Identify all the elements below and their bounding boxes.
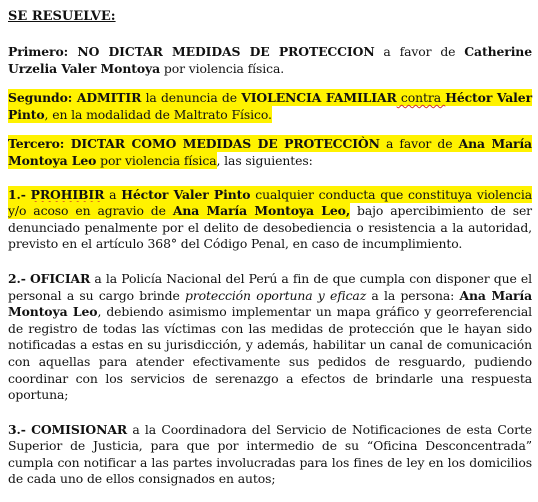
segundo-contra: contra: [396, 90, 446, 106]
tercero-mid: a favor de: [379, 136, 459, 152]
paragraph-tercero: [8, 136, 532, 169]
tercero-name: Ana María Montoya Leo: [8, 136, 532, 168]
primero-mid: a favor de: [374, 44, 465, 59]
section-heading: SE RESUELVE:: [8, 9, 116, 24]
measure-3-verb: COMISIONAR: [31, 421, 128, 437]
measure-2-b: a la persona:: [366, 287, 460, 303]
paragraph-primero: [8, 44, 532, 77]
segundo-admitir: ADMITIR: [72, 90, 142, 106]
measure-3-num: 3.-: [8, 421, 26, 437]
primero-lead: Primero: NO DICTAR MEDIDAS DE PROTECCION: [8, 44, 375, 59]
measure-1-num: 1.-: [8, 186, 26, 202]
measure-3-rest: a la Coordinadora del Servicio de Notificaciones de esta Corte Superior de Justicia, para que por intermedio de su “Oficina Desconcentrada” cumpla con notificar a las partes involucradas para los fines de ley en los domicilios de cada uno de ellos consignados en autos;: [8, 421, 532, 487]
measure-2-name: Ana María Montoya Leo: [8, 287, 533, 320]
measure-2: [8, 271, 532, 404]
measure-1-name2: Ana María Montoya Leo,: [172, 203, 351, 219]
measure-1: [8, 187, 532, 253]
measure-2-verb: OFICIAR: [29, 270, 91, 286]
measure-2-italic: protección oportuna y eficaz: [185, 287, 367, 303]
segundo-tail: , en la modalidad de Maltrato Físico.: [44, 106, 272, 122]
segundo-highlight: [8, 89, 532, 123]
measure-3: [8, 422, 532, 488]
tercero-tail: por violencia física: [96, 152, 217, 168]
measure-2-rest: , debiendo asimismo implementar un mapa gráfico y georreferencial de registro de todas las víctimas con las medidas de protección que le hayan sido notificadas a estas en su jurisdicción, y además, habilitar un canal de comunicación con aquellas para atender efectivamente sus pedidos de resguardo, pudiendo coordinar con los servicios de serenazgo a efectos de brindarle una respuesta oportuna;: [8, 304, 532, 403]
resolution-document: [8, 2, 532, 488]
segundo-name: Héctor Valer Pinto: [8, 90, 533, 122]
measure-1-rest: bajo apercibimiento de ser denunciado penalmente por el delito de desobediencia o resistencia a la autoridad, previsto en el artículo 368° del Código Penal, en caso de incumplimiento.: [8, 203, 533, 252]
tercero-tail2: , las siguientes:: [216, 152, 313, 168]
primero-tail: por violencia física.: [160, 60, 285, 76]
paragraph-segundo: [8, 90, 532, 123]
tercero-lead: Tercero: DICTAR COMO MEDIDAS DE PROTECCIÒN: [8, 136, 380, 152]
measure-1-b: cualquier conducta que constituya violencia y/o acoso en agravio de: [8, 186, 533, 219]
measure-1-verb: PROHIBIR: [30, 186, 105, 202]
segundo-violencia: VIOLENCIA FAMILIAR: [241, 90, 397, 106]
segundo-text-b: la denuncia de: [141, 90, 242, 106]
measure-2-a: a la Policía Nacional del Perú a fin de que cumpla con disponer que el personal a su cargo brinde: [8, 270, 532, 303]
segundo-lead: Segundo:: [8, 90, 73, 106]
measure-2-num: 2.-: [8, 270, 26, 286]
measure-1-a: a: [104, 186, 122, 202]
primero-name: Catherine Urzelia Valer Montoya: [8, 44, 532, 76]
measure-1-name1: Héctor Valer Pinto: [121, 186, 251, 202]
